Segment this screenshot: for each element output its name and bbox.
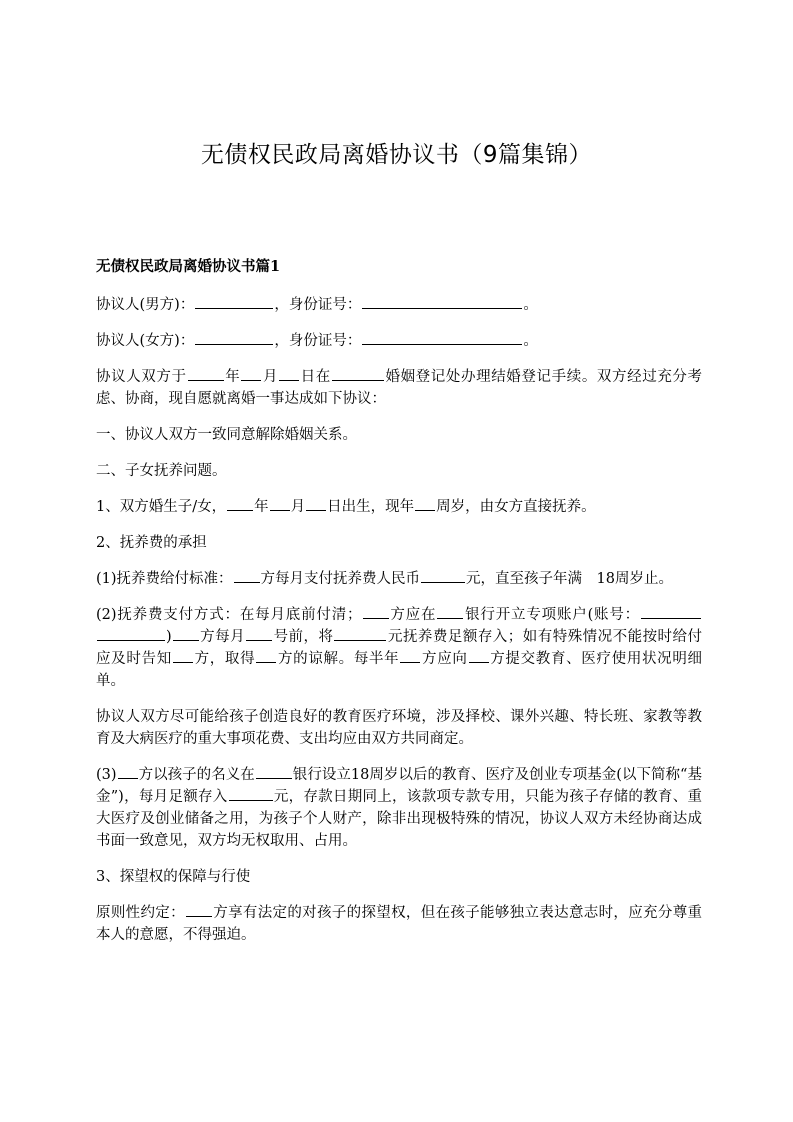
blank-male-name — [195, 294, 273, 309]
text-segment: 婚姻登记处办理结婚登记手续。双方经过充分考虑、协商，现自愿就离婚一事达成如下协议： — [96, 369, 703, 407]
blank-year — [188, 366, 224, 381]
blank-party — [173, 626, 199, 641]
blank-party — [400, 648, 420, 663]
education-paragraph: 协议人双方尽可能给孩子创造良好的教育医疗环境，涉及择校、课外兴趣、特长班、家教等教育及大病医疗的重大事项花费、支出均应由双方共同商定。 — [96, 709, 702, 747]
support-standard-paragraph — [96, 568, 702, 590]
text-segment: 年 — [224, 369, 241, 385]
document-body — [96, 256, 702, 960]
blank-bank — [256, 764, 292, 779]
blank-party — [363, 604, 389, 619]
text-segment: 原则性约定： — [96, 905, 185, 921]
text-segment: 元，存款日期同上，该款项专款专用，只能为孩子存储的教育、重大医疗及创业储备之用，为孩子个人财产，除非出现极特殊的情况，协议人双方未经协商达成书面一致意见，双方均无权取用、占用。 — [96, 789, 702, 849]
text-segment: 周岁，由女方直接抚养。 — [436, 499, 596, 515]
blank-party — [118, 764, 138, 779]
text-segment: (2)抚养费支付方式：在每月底前付清； — [96, 607, 362, 623]
blank-party — [469, 648, 489, 663]
party-female-line — [96, 330, 702, 352]
text-segment: 方应在 — [389, 607, 437, 623]
text-segment: (1)抚养费给付标准： — [96, 571, 233, 587]
period: 。 — [523, 297, 538, 313]
blank-female-id — [362, 330, 522, 345]
party-male-line — [96, 294, 702, 316]
blank-amount — [334, 626, 386, 641]
label-male: 协议人(男方)： — [96, 297, 195, 313]
blank-female-name — [195, 330, 273, 345]
label-female: 协议人(女方)： — [96, 333, 195, 349]
text-segment: 方，取得 — [193, 651, 256, 667]
blank-birth-month — [270, 496, 290, 511]
blank-payer — [234, 568, 260, 583]
label-id: ，身份证号： — [274, 333, 362, 349]
item-two: 二、子女抚养问题。 — [96, 463, 227, 479]
blank-account-2 — [97, 626, 165, 641]
item-one: 一、协议人双方一致同意解除婚姻关系。 — [96, 427, 357, 443]
blank-party — [173, 648, 193, 663]
section-heading: 无债权民政局离婚协议书篇1 — [96, 258, 281, 275]
blank-party — [186, 902, 212, 917]
text-segment: 月 — [262, 369, 279, 385]
text-segment: 协议人双方于 — [96, 369, 187, 385]
visitation-paragraph — [96, 902, 702, 946]
label-id: ，身份证号： — [274, 297, 362, 313]
text-segment: 方应向 — [421, 651, 468, 667]
blank-day-number — [246, 626, 272, 641]
text-segment: 方提交教育、医疗使用状况明细单。 — [96, 651, 703, 689]
fund-paragraph — [96, 764, 702, 852]
child-paragraph — [96, 496, 702, 518]
text-segment: 年 — [254, 499, 269, 515]
registration-paragraph — [96, 366, 702, 410]
text-segment: 日在 — [300, 369, 331, 385]
text-segment: 元，直至孩子年满 18周岁止。 — [466, 571, 673, 587]
text-segment: 银行开立专项账户(账号： — [464, 607, 640, 623]
text-segment: 号前，将 — [273, 629, 334, 645]
blank-bank — [437, 604, 463, 619]
blank-party — [256, 648, 276, 663]
blank-amount — [421, 568, 465, 583]
period: 。 — [523, 333, 538, 349]
blank-amount — [229, 786, 273, 801]
visitation-title: 3、探望权的保障与行使 — [96, 869, 251, 885]
blank-account-1 — [641, 604, 701, 619]
blank-day — [279, 366, 299, 381]
text-segment: (3) — [96, 767, 117, 783]
blank-registry — [332, 366, 384, 381]
text-segment: ) — [166, 629, 172, 645]
blank-birth-day — [306, 496, 326, 511]
document-title: 无债权民政局离婚协议书（9篇集锦） — [200, 142, 593, 168]
blank-month — [241, 366, 261, 381]
text-segment: 元抚养费足额存入；如有特殊情况不能按时给付应及时告知 — [96, 629, 703, 667]
text-segment: 方以孩子的名义在 — [138, 767, 255, 783]
blank-age — [415, 496, 435, 511]
text-segment: 月 — [290, 499, 306, 515]
blank-male-id — [362, 294, 522, 309]
payment-method-paragraph — [96, 604, 702, 692]
text-segment: 方每月支付抚养费人民币 — [260, 571, 421, 587]
text-segment: 日出生，现年 — [327, 499, 415, 515]
text-segment: 1、双方婚生子/女， — [96, 499, 227, 515]
blank-birth-year — [227, 496, 253, 511]
support-title: 2、抚养费的承担 — [96, 535, 207, 551]
text-segment: 方享有法定的对孩子的探望权，但在孩子能够独立表达意志时，应充分尊重本人的意愿，不得强迫。 — [96, 905, 703, 943]
text-segment: 银行设立18周岁以后的教育、医疗及创业专项基金(以下简称“基金”)，每月足额存入 — [96, 767, 702, 805]
text-segment: 方的谅解。每半年 — [277, 651, 400, 667]
text-segment: 方每月 — [199, 629, 246, 645]
